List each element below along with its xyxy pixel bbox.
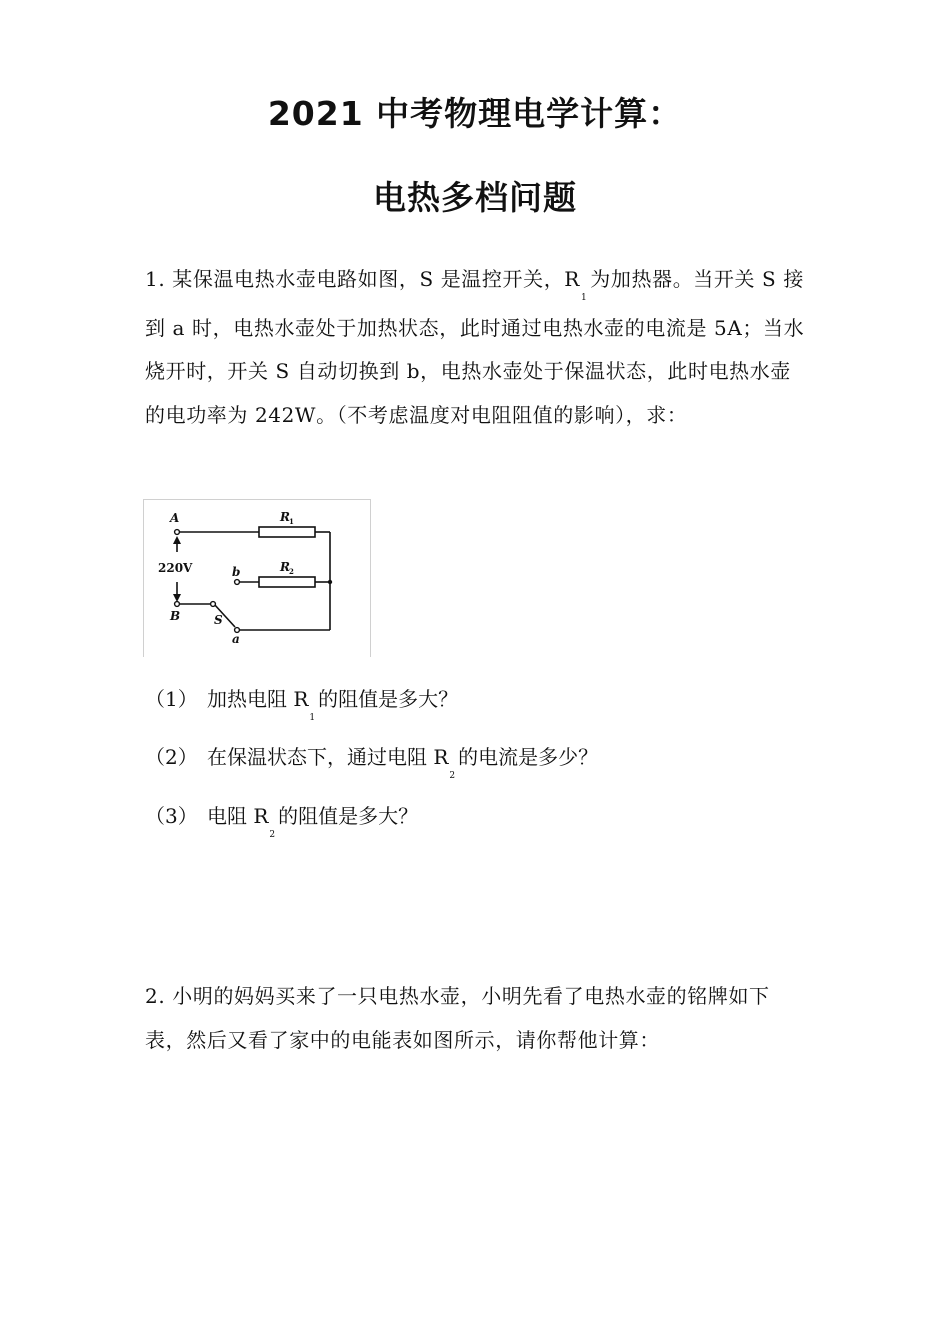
label-terminal-b: B (170, 609, 181, 623)
subquestion-3 (145, 801, 419, 840)
subquestion-1-pre: 加热电阻 R (207, 687, 309, 711)
terminal-a-upper (175, 530, 180, 535)
subquestion-1 (145, 684, 459, 723)
subquestion-2-pre: 在保温状态下，通过电阻 R (207, 745, 449, 769)
question-2-text: 2. 小明的妈妈买来了一只电热水壶，小明先看了电热水壶的铭牌如下表，然后又看了家中的电能表如图所示，请你帮他计算： (145, 984, 770, 1052)
label-contact-b: b (232, 565, 241, 579)
page-title: 2021 中考物理电学计算： (267, 94, 683, 133)
circuit-diagram (143, 499, 371, 657)
label-contact-a: a (232, 632, 240, 646)
resistor-r2 (259, 577, 315, 587)
voltage-arrow-up-head (173, 536, 181, 544)
subquestion-2-post: 的电流是多少？ (458, 745, 599, 769)
junction-dot (328, 580, 332, 584)
label-terminal-a: A (170, 511, 180, 525)
circuit-svg (144, 500, 372, 658)
subquestion-1-subscript: 1 (309, 713, 316, 723)
terminal-b-lower (175, 602, 180, 607)
question-1-text (145, 258, 805, 437)
subquestion-2 (145, 742, 599, 781)
label-r1-subscript: 1 (289, 517, 294, 526)
subquestion-3-pre: 电阻 R (207, 804, 269, 828)
subquestion-3-post: 的阻值是多大？ (278, 804, 419, 828)
subquestion-1-post: 的阻值是多大？ (318, 687, 459, 711)
label-r1: R (280, 510, 290, 524)
label-r2: R (280, 560, 290, 574)
subquestion-1-number: （1） (145, 687, 198, 711)
switch-pivot (211, 602, 216, 607)
question-1-part-a: 1. 某保温电热水壶电路如图，S 是温控开关，R (145, 267, 580, 291)
resistor-r1 (259, 527, 315, 537)
label-voltage: 220V (158, 561, 193, 575)
subquestion-2-number: （2） (145, 745, 198, 769)
subquestion-3-number: （3） (145, 804, 198, 828)
page-subtitle: 电热多档问题 (373, 178, 577, 217)
contact-b (235, 580, 240, 585)
label-switch: S (214, 613, 223, 627)
question-1-part-b: 为加热器。当开关 S 接到 a 时，电热水壶处于加热状态，此时通过电热水壶的电流是 5A；当水烧开时，开关 S 自动切换到 b，电热水壶处于保温状态，此时电热水壶的电功率为 242W。（不考虑温度对电阻阻值的影响），求： (145, 267, 805, 427)
subquestion-3-subscript: 2 (269, 830, 276, 840)
subquestion-2-subscript: 2 (449, 771, 456, 781)
voltage-arrow-down-head (173, 594, 181, 602)
question-1-r1-subscript: 1 (580, 293, 588, 303)
label-r2-subscript: 2 (289, 567, 294, 576)
